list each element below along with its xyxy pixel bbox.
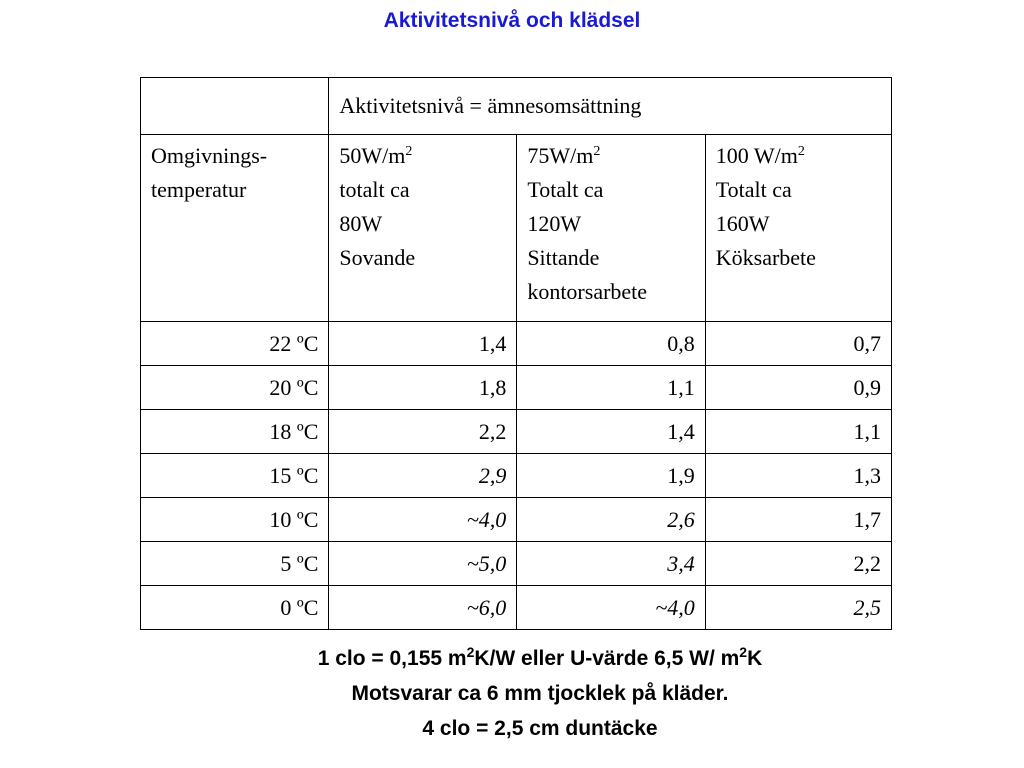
temperature-cell: 15 ºC bbox=[141, 454, 329, 498]
clo-value-cell: 1,1 bbox=[705, 410, 891, 454]
ambient-temperature-label bbox=[141, 135, 329, 322]
temperature-cell: 0 ºC bbox=[141, 586, 329, 630]
table-row bbox=[141, 322, 892, 366]
column-line: Totalt ca bbox=[715, 177, 792, 202]
note-line-clo-definition: 1 clo = 0,155 $m^2K/W$ eller U-värde 6,5 W/ $m^2K$ bbox=[317, 644, 763, 670]
temperature-cell: 5 ºC bbox=[141, 542, 329, 586]
clo-value-cell: ~4,0 bbox=[517, 586, 705, 630]
clo-value-cell: 0,8 bbox=[517, 322, 705, 366]
clo-value-cell: 1,9 bbox=[517, 454, 705, 498]
column-line: Totalt ca bbox=[527, 177, 604, 202]
clo-value-cell: 1,1 bbox=[517, 366, 705, 410]
column-unit: $50W/m^2$ bbox=[339, 143, 413, 168]
clo-value-cell: 2,6 bbox=[517, 498, 705, 542]
note-line-thickness: Motsvarar ca 6 mm tjocklek på kläder. bbox=[351, 682, 729, 705]
table-row bbox=[141, 410, 892, 454]
clo-value-cell: 1,3 bbox=[705, 454, 891, 498]
clo-value-cell: 1,8 bbox=[329, 366, 517, 410]
clo-table bbox=[140, 77, 892, 630]
column-line: Köksarbete bbox=[715, 245, 816, 270]
column-line: Sittande bbox=[527, 245, 600, 270]
note-line-duvet: 4 clo = 2,5 cm duntäcke bbox=[422, 717, 658, 740]
temperature-cell: 18 ºC bbox=[141, 410, 329, 454]
clo-value-cell: 2,9 bbox=[329, 454, 517, 498]
empty-corner-cell bbox=[141, 78, 329, 135]
clo-value-cell: 1,4 bbox=[329, 322, 517, 366]
table-subheader-row bbox=[141, 135, 892, 322]
temperature-cell: 20 ºC bbox=[141, 366, 329, 410]
column-line: Sovande bbox=[339, 245, 416, 270]
clo-value-cell: 1,7 bbox=[705, 498, 891, 542]
table-row bbox=[141, 586, 892, 630]
column-unit: 100 $W/m^2$ bbox=[715, 143, 805, 168]
clo-value-cell: ~5,0 bbox=[329, 542, 517, 586]
clo-value-cell: ~4,0 bbox=[329, 498, 517, 542]
column-line: 80W bbox=[339, 211, 383, 236]
clo-value-cell: 3,4 bbox=[517, 542, 705, 586]
temperature-cell: 10 ºC bbox=[141, 498, 329, 542]
column-line: 120W bbox=[527, 211, 582, 236]
column-line: totalt ca bbox=[339, 177, 410, 202]
clo-value-cell: 2,2 bbox=[329, 410, 517, 454]
table-body bbox=[141, 322, 892, 630]
column-header-75w bbox=[517, 135, 705, 322]
table-row bbox=[141, 366, 892, 410]
notes-block bbox=[0, 641, 1024, 746]
column-unit: $75W/m^2$ bbox=[527, 143, 601, 168]
activity-level-header: Aktivitetsnivå = ämnesomsättning bbox=[329, 78, 892, 135]
table-row bbox=[141, 498, 892, 542]
clo-value-cell: ~6,0 bbox=[329, 586, 517, 630]
row-label-line: Omgivnings- bbox=[151, 143, 268, 168]
clo-value-cell: 0,7 bbox=[705, 322, 891, 366]
clo-value-cell: 0,9 bbox=[705, 366, 891, 410]
column-header-100w bbox=[705, 135, 891, 322]
column-line: kontorsarbete bbox=[527, 279, 648, 304]
column-header-50w bbox=[329, 135, 517, 322]
column-line: 160W bbox=[715, 211, 770, 236]
row-label-line: temperatur bbox=[151, 177, 247, 202]
clo-value-cell: 2,5 bbox=[705, 586, 891, 630]
temperature-cell: 22 ºC bbox=[141, 322, 329, 366]
clo-value-cell: 1,4 bbox=[517, 410, 705, 454]
clo-value-cell: 2,2 bbox=[705, 542, 891, 586]
table-row bbox=[141, 454, 892, 498]
page-title: Aktivitetsnivå och klädsel bbox=[383, 9, 641, 32]
table-row bbox=[141, 542, 892, 586]
table-header-row bbox=[141, 78, 892, 135]
